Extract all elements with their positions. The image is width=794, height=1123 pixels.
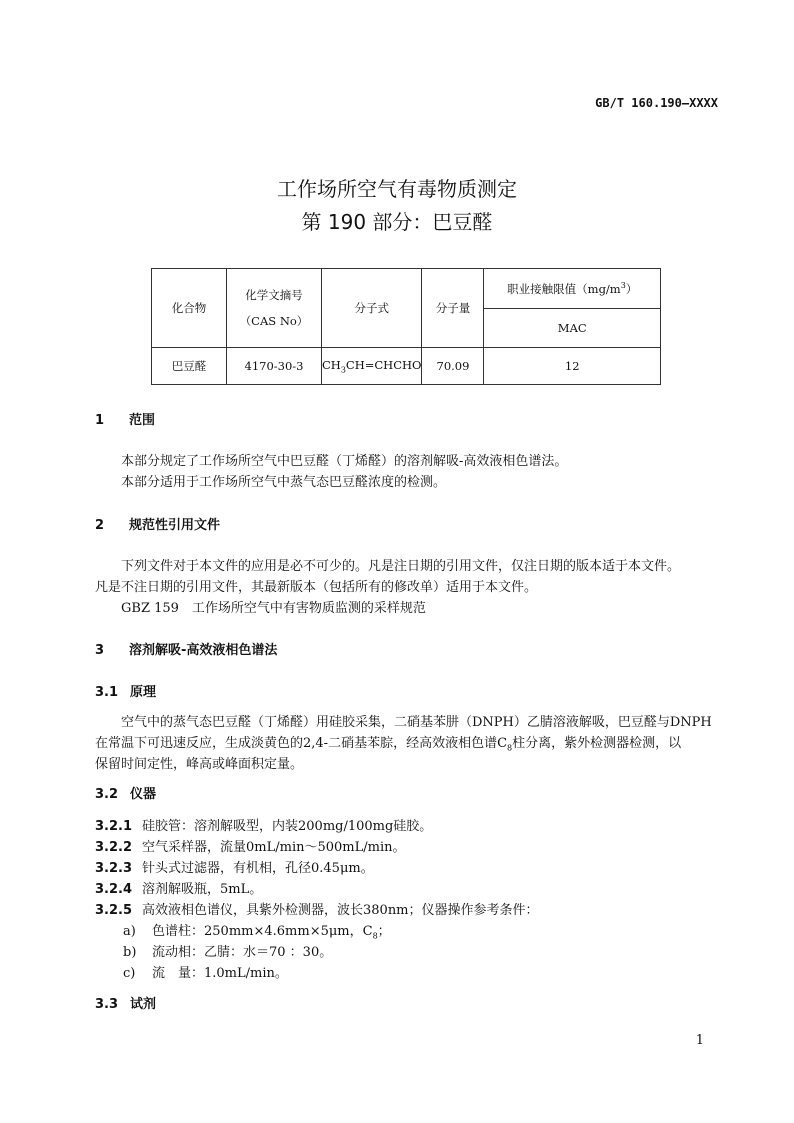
hplc-condition-c [123, 962, 288, 981]
cell-formula [322, 348, 422, 385]
section-3-number: 3 [95, 643, 105, 658]
instrument-item-number: 3.2.5 [95, 903, 133, 918]
condition-a-sub: 8 [372, 931, 378, 941]
instrument-item [95, 815, 432, 834]
header-oel-sup: 3 [620, 280, 626, 290]
instrument-item [95, 878, 262, 897]
instrument-item-number: 3.2.4 [95, 882, 133, 897]
condition-a-end: ； [377, 924, 391, 939]
section-3-2-heading [95, 783, 156, 802]
cell-cas: 4170-30-3 [227, 348, 322, 385]
document-subtitle: 第 190 部分：巴豆醛 [301, 210, 493, 234]
header-formula: 分子式 [322, 269, 422, 348]
section-3-title: 溶剂解吸-高效液相色谱法 [129, 643, 278, 658]
principle-line-3: 保留时间定性，峰高或峰面积定量。 [95, 757, 304, 772]
header-molecular-weight: 分子量 [422, 269, 484, 348]
section-2-heading [95, 514, 220, 533]
section-3-heading [95, 639, 277, 658]
cell-compound: 巴豆醛 [152, 348, 227, 385]
instrument-item [95, 836, 405, 855]
principle-line-2b: 柱分离，紫外检测器检测，以 [512, 736, 682, 751]
section-1-heading [95, 409, 155, 428]
instrument-item [95, 899, 539, 918]
section-3-2-number: 3.2 [95, 787, 119, 802]
section-2-paragraph-line-1: 下列文件对于本文件的应用是必不可少的。凡是注日期的引用文件，仅注日期的版本适于本文件。 [121, 559, 681, 574]
header-compound: 化合物 [152, 269, 227, 348]
header-oel-prefix: 职业接触限值（mg/m [507, 281, 621, 296]
instrument-item-number: 3.2.1 [95, 819, 133, 834]
formula-part-a: CH [322, 357, 341, 372]
header-mac: MAC [484, 309, 661, 348]
principle-line-2 [95, 732, 681, 753]
header-cas [227, 269, 322, 348]
section-3-1-title: 原理 [130, 685, 157, 700]
principle-c8-sub: 8 [507, 743, 513, 753]
section-2-number: 2 [95, 518, 105, 533]
header-oel [484, 269, 661, 309]
condition-b-label: b) [123, 945, 137, 960]
condition-c-text: 流 量：1.0mL/min。 [152, 966, 288, 981]
condition-b-text: 流动相：乙腈：水＝70 ：30。 [152, 945, 333, 960]
section-3-2-title: 仪器 [130, 787, 157, 802]
section-1-paragraph-1: 本部分规定了工作场所空气中巴豆醛（丁烯醛）的溶剂解吸-高效液相色谱法。 [121, 454, 568, 469]
section-1-number: 1 [95, 413, 105, 428]
section-1-paragraph-2: 本部分适用于工作场所空气中蒸气态巴豆醛浓度的检测。 [121, 475, 447, 490]
instrument-item-number: 3.2.2 [95, 840, 133, 855]
formula-sub: 3 [340, 365, 346, 375]
section-2-title: 规范性引用文件 [129, 518, 221, 533]
document-title: 工作场所空气有毒物质测定 [277, 177, 517, 201]
compound-info-table [151, 268, 661, 385]
instrument-item-text: 空气采样器，流量0mL/min～500mL/min。 [142, 840, 406, 855]
section-3-3-number: 3.3 [95, 997, 119, 1012]
normative-reference: GBZ 159 工作场所空气中有害物质监测的采样规范 [121, 601, 426, 616]
header-cas-line2: （CAS No） [239, 314, 309, 328]
cell-molecular-weight: 70.09 [422, 348, 484, 385]
section-3-3-heading [95, 993, 156, 1012]
instrument-item-text: 针头式过滤器，有机相，孔径0.45μm。 [142, 861, 374, 876]
header-cas-line1: 化学文摘号 [245, 288, 303, 302]
section-3-1-number: 3.1 [95, 685, 119, 700]
formula-part-b: CH=CHCHO [345, 357, 422, 372]
principle-line-1: 空气中的蒸气态巴豆醛（丁烯醛）用硅胶采集，二硝基苯肼（DNPH）乙腈溶液解吸，巴豆醛与DNPH [121, 715, 712, 730]
instrument-item-text: 高效液相色谱仪，具紫外检测器，波长380nm；仪器操作参考条件： [142, 903, 539, 918]
principle-line-2a: 在常温下可迅速反应，生成淡黄色的2,4-二硝基苯腙，经高效液相色谱C [95, 736, 508, 751]
instrument-item-text: 溶剂解吸瓶，5mL。 [142, 882, 263, 897]
instrument-item [95, 857, 374, 876]
section-3-1-heading [95, 681, 156, 700]
section-1-title: 范围 [129, 413, 156, 428]
standard-number: GB/T 160.190—XXXX [595, 96, 718, 110]
header-oel-suffix: ） [625, 281, 638, 296]
page-number: 1 [695, 1033, 704, 1048]
section-3-3-title: 试剂 [130, 997, 157, 1012]
section-2-paragraph-line-2: 凡是不注日期的引用文件，其最新版本（包括所有的修改单）适用于本文件。 [95, 580, 538, 595]
hplc-condition-a [123, 920, 391, 941]
condition-a-label: a) [123, 924, 136, 939]
condition-c-label: c) [123, 966, 136, 981]
cell-mac: 12 [484, 348, 661, 385]
instrument-item-number: 3.2.3 [95, 861, 133, 876]
condition-a-text: 色谱柱：250mm×4.6mm×5μm，C [152, 924, 373, 939]
instrument-item-text: 硅胶管：溶剂解吸型，内装200mg/100mg硅胶。 [142, 819, 433, 834]
hplc-condition-b [123, 941, 332, 960]
